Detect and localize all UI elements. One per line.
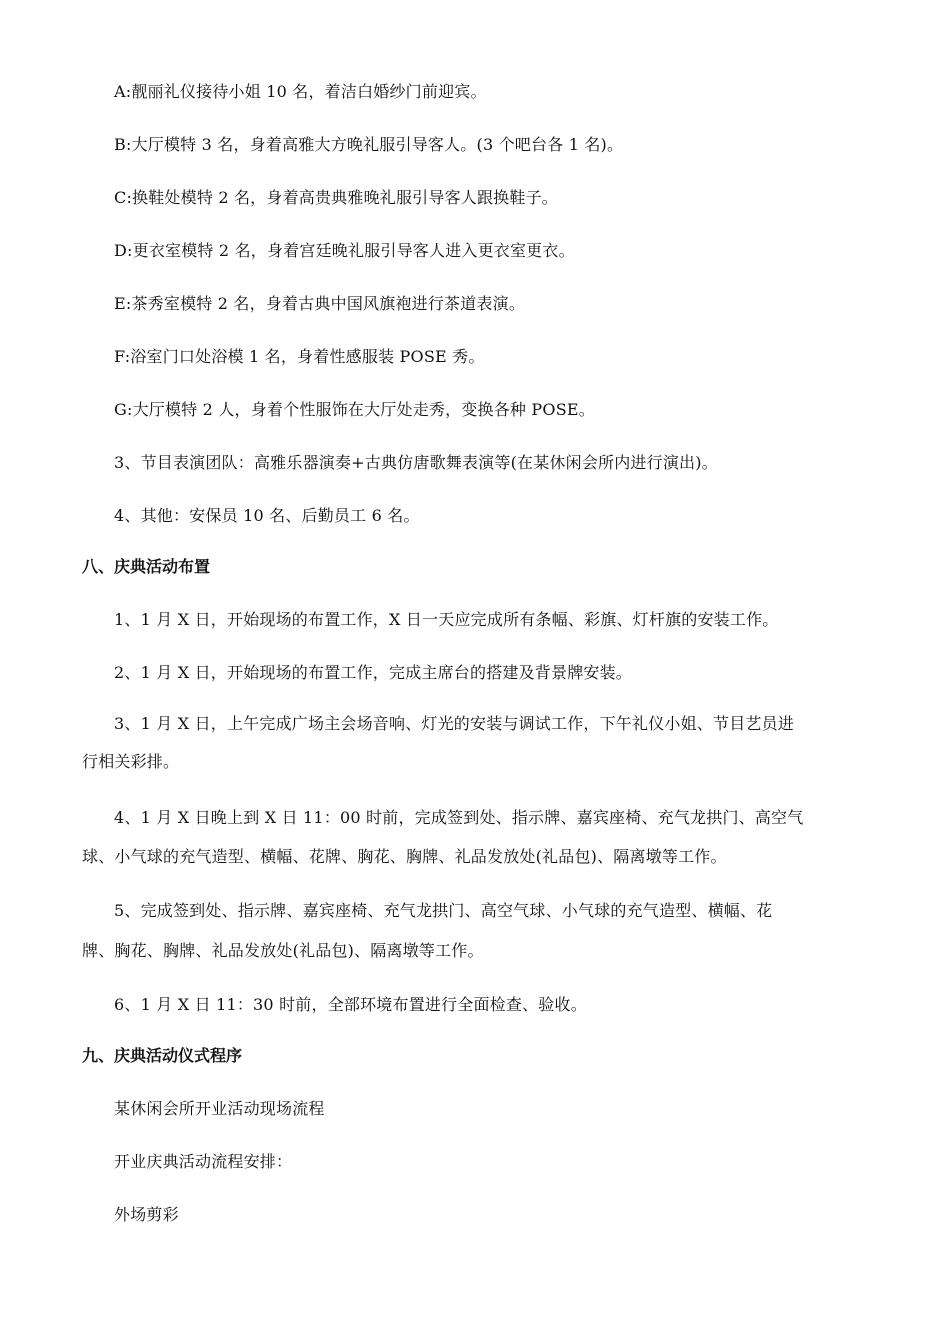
ceremony-line-1: 某休闲会所开业活动现场流程	[114, 1099, 325, 1118]
setup-step-3-line2: 行相关彩排。	[82, 752, 180, 771]
paragraph-c: C:换鞋处模特 2 名，身着高贵典雅晚礼服引导客人跟换鞋子。	[114, 188, 558, 207]
paragraph-d: D:更衣室模特 2 名，身着宫廷晚礼服引导客人进入更衣室更衣。	[114, 241, 575, 260]
setup-step-4-line1: 4、1 月 X 日晚上到 X 日 11：00 时前，完成签到处、指示牌、嘉宾座椅、充气龙拱门、高空气	[114, 808, 804, 827]
paragraph-e: E:茶秀室模特 2 名，身着古典中国风旗袍进行茶道表演。	[114, 294, 526, 313]
setup-step-1: 1、1 月 X 日，开始现场的布置工作，X 日一天应完成所有条幅、彩旗、灯杆旗的安装工作。	[114, 610, 779, 629]
setup-step-3-line1: 3、1 月 X 日，上午完成广场主会场音响、灯光的安装与调试工作，下午礼仪小姐、节目艺员进	[114, 714, 795, 733]
paragraph-b: B:大厅模特 3 名，身着高雅大方晚礼服引导客人。(3 个吧台各 1 名)。	[114, 135, 624, 154]
ceremony-line-2: 开业庆典活动流程安排：	[114, 1152, 293, 1171]
paragraph-f: F:浴室门口处浴模 1 名，身着性感服装 POSE 秀。	[114, 347, 485, 366]
setup-step-4-line2: 球、小气球的充气造型、横幅、花牌、胸花、胸牌、礼品发放处(礼品包)、隔离墩等工作。	[82, 847, 727, 866]
paragraph-other-staff: 4、其他：安保员 10 名、后勤员工 6 名。	[114, 506, 420, 525]
section-heading-8: 八、庆典活动布置	[82, 557, 211, 576]
setup-step-5-line2: 牌、胸花、胸牌、礼品发放处(礼品包)、隔离墩等工作。	[82, 941, 484, 960]
ceremony-line-3: 外场剪彩	[114, 1205, 179, 1224]
paragraph-g: G:大厅模特 2 人，身着个性服饰在大厅处走秀，变换各种 POSE。	[114, 400, 595, 419]
section-heading-9: 九、庆典活动仪式程序	[82, 1046, 243, 1065]
setup-step-2: 2、1 月 X 日，开始现场的布置工作，完成主席台的搭建及背景牌安装。	[114, 663, 633, 682]
setup-step-5-line1: 5、完成签到处、指示牌、嘉宾座椅、充气龙拱门、高空气球、小气球的充气造型、横幅、花	[114, 901, 773, 920]
paragraph-a: A:靓丽礼仪接待小姐 10 名，着洁白婚纱门前迎宾。	[114, 82, 487, 101]
setup-step-6: 6、1 月 X 日 11：30 时前，全部环境布置进行全面检查、验收。	[114, 995, 587, 1014]
paragraph-performance-team: 3、节目表演团队：高雅乐器演奏+古典仿唐歌舞表演等(在某休闲会所内进行演出)。	[114, 453, 718, 472]
